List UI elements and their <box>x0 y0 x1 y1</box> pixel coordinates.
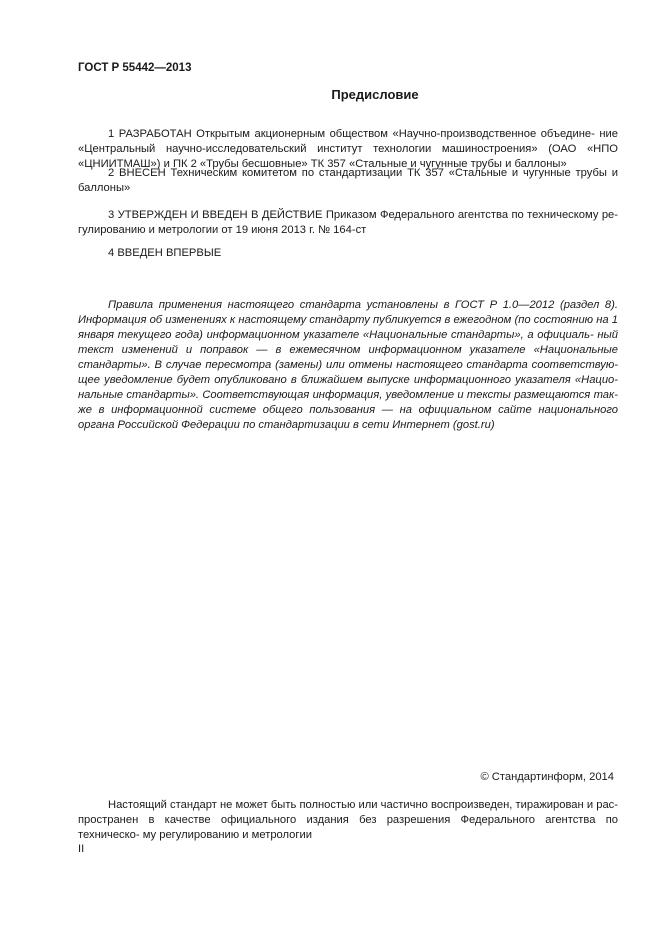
rules-of-application-note: Правила применения настоящего стандарта установлены в ГОСТ Р 1.0—2012 (раздел 8). Информация об изменениях к настоящему стандарту публикуется в ежегодном (по состоянию на 1 января текущего года) информационном указателе «Национальные стандарты», а официаль- ный текст изменений и поправок — в ежемесячном информационном указателе «Национальные стандарты». В случае пересмотра (замены) или отмены настоящего стандарта соответствую- щее уведомление будет опубликовано в ближайшем выпуске информационного указателя «Нацио- нальные стандарты». Соответствующая информация, уведомление и тексты размещаются так- же в информационной системе общего пользования — на официальном сайте национального органа Российской Федерации по стандартизации в сети Интернет (gost.ru) <box>78 299 618 431</box>
paragraph-first-introduced: 4 ВВЕДЕН ВПЕРВЫЕ <box>108 247 222 259</box>
reproduction-notice: Настоящий стандарт не может быть полностью или частично воспроизведен, тиражирован и рас- пространен в качестве официального издания без разрешения Федерального агентства по техническо- му регулированию и метрологии <box>78 799 618 841</box>
paragraph-approved: 3 УТВЕРЖДЕН И ВВЕДЕН В ДЕЙСТВИЕ Приказом Федерального агентства по техническому ре- гулированию и метрологии от 19 июня 2013 г. № 164-ст <box>78 209 618 236</box>
page-title-text: Предисловие <box>331 87 419 102</box>
page-number: II <box>78 843 85 855</box>
copyright-notice: © Стандартинформ, 2014 <box>480 771 614 783</box>
paragraph-developed-by: 1 РАЗРАБОТАН Открытым акционерным обществом «Научно-производственное объедине- ние «Центральный научно-исследовательский институт технологии машиностроения» (ОАО «НПО «ЦНИИТМАШ») и ПК 2 «Трубы бесшовные» ТК 357 «Стальные и чугунные трубы и баллоны» <box>78 128 618 170</box>
paragraph-introduced-by: 2 ВНЕСЕН Техническим комитетом по стандартизации ТК 357 «Стальные и чугунные трубы и баллоны» <box>78 167 618 194</box>
document-id-header: ГОСТ Р 55442—2013 <box>78 62 192 74</box>
page-title <box>78 87 618 102</box>
